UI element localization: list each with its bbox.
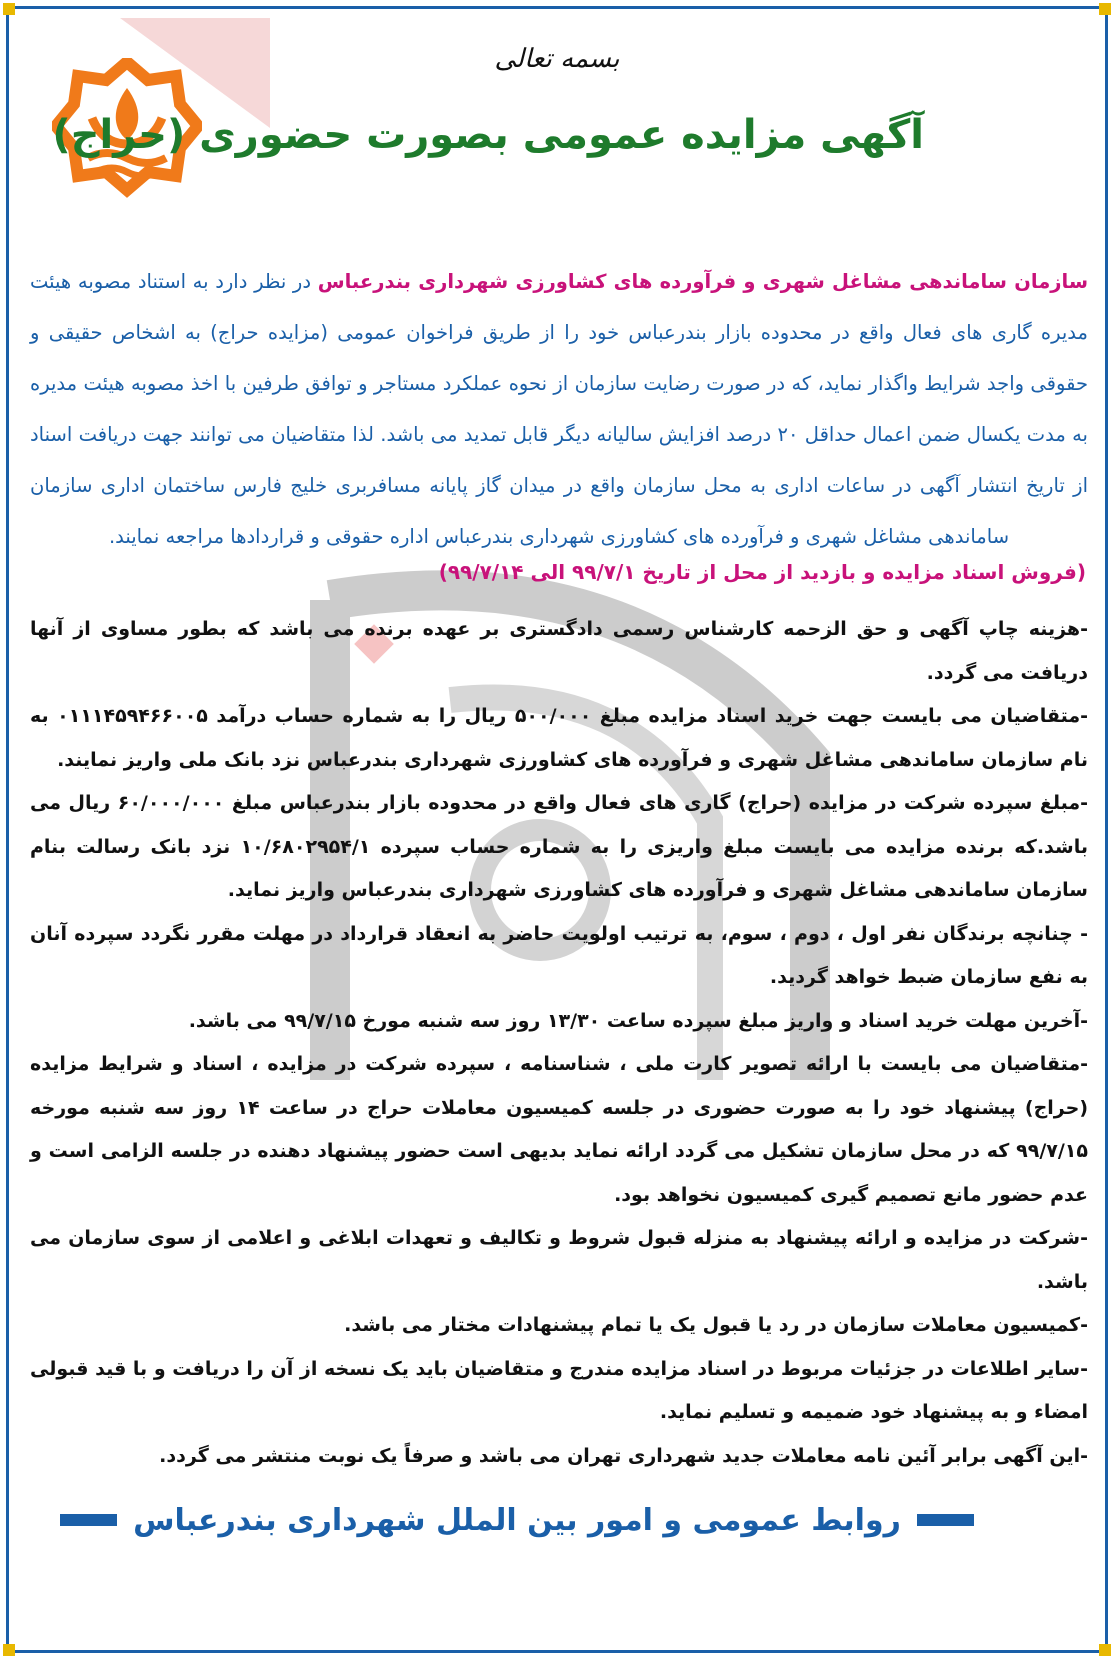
clause-item: -هزینه چاپ آگهی و حق الزحمه کارشناس رسمی دادگستری بر عهده برنده می باشد که بطور مساوی از آنها دریافت می گردد. [30,618,1088,684]
corner-mark [3,3,15,15]
footer-rule [60,1514,117,1526]
sales-date-heading: (فروش اسناد مزایده و بازدید از محل از تاریخ ۹۹/۷/۱ الی ۹۹/۷/۱۴) [438,560,1086,584]
clause-item: -متقاضیان می بایست جهت خرید اسناد مزایده مبلغ ۵۰۰/۰۰۰ ریال را به شماره حساب درآمد ۰۱۱۱۴۵۹۴۶۶۰۰۵ به نام سازمان ساماندهی مشاغل شهری و فرآورده های کشاورزی شهرداری بندرعباس نزد بانک ملی واریز نمایند. [30,705,1089,771]
footer-rule [917,1514,974,1526]
organization-name: سازمان ساماندهی مشاغل شهری و فرآورده های کشاورزی شهرداری بندرعباس [317,270,1089,293]
footer-signature-block [60,1500,974,1540]
corner-mark [1099,1644,1111,1656]
intro-text: در نظر دارد به استناد مصوبه هیئت مدیره گاری های فعال واقع در محدوده بازار بندرعباس خود را از طریق فراخوان عمومی (مزایده حراج) به اشخاص حقیقی و حقوقی واجد شرایط واگذار نماید، که در صورت رضایت سازمان از نحوه عملکرد مستاجر و توافق طرفین با اخذ مصوبه هیئت مدیره به مدت یکسال ضمن اعمال حداقل ۲۰ درصد افزایش سالیانه دیگر قابل تمدید می باشد. لذا متقاضیان می توانند جهت دریافت اسناد از تاریخ انتشار آگهی در ساعات اداری به محل سازمان واقع در میدان گاز پایانه مسافربری خلیج فارس ساختمان اداری سازمان ساماندهی مشاغل شهری و فرآورده های کشاورزی شهرداری بندرعباس اداره حقوقی و قراردادها مراجعه نمایند. [30,270,1088,548]
clauses-list [30,608,1088,1478]
clause-item: -این آگهی برابر آئین نامه معاملات جدید شهرداری تهران می باشد و صرفاً یک نوبت منتشر می گردد. [159,1444,1088,1467]
clause-item: -سایر اطلاعات در جزئیات مربوط در اسناد مزایده مندرج و متقاضیان باید یک نسخه از آن را دریافت و با قید قبولی امضاء و به پیشنهاد خود ضمیمه و تسلیم نماید. [30,1357,1088,1423]
corner-mark [3,1644,15,1656]
footer-signature: روابط عمومی و امور بین الملل شهرداری بندرعباس [133,1502,901,1538]
besmellah: بسمه تعالی [494,44,620,74]
clause-item: -آخرین مهلت خرید اسناد و واریز مبلغ سپرده ساعت ۱۳/۳۰ روز سه شنبه مورخ ۹۹/۷/۱۵ می باشد. [188,1009,1088,1032]
clause-item: -شرکت در مزایده و ارائه پیشنهاد به منزله قبول شروط و تکالیف و تعهدات ابلاغی و اعلامی از سوی سازمان می باشد. [30,1227,1088,1293]
clause-item: -مبلغ سپرده شرکت در مزایده (حراج) گاری های فعال واقع در محدوده بازار بندرعباس مبلغ ۶۰/۰۰۰/۰۰۰ ریال می باشد.که برنده مزایده می بایست مبلغ واریزی را به شماره حساب سپرده ۱۰/۶۸۰۲۹۵۴/۱ نزد بانک رسالت بنام سازمان ساماندهی مشاغل شهری و فرآورده های کشاورزی شهرداری بندرعباس واریز نماید. [30,792,1088,901]
page-title: آگهی مزایده عمومی بصورت حضوری (حراج) [52,112,924,158]
clause-item: -کمیسیون معاملات سازمان در رد یا قبول یک یا تمام پیشنهادات مختار می باشد. [344,1314,1088,1336]
clause-item: -متقاضیان می بایست با ارائه تصویر کارت ملی ، شناسنامه ، سپرده شرکت در مزایده ، اسناد و شرایط مزایده (حراج) پیشنهاد خود را به صورت حضوری در جلسه کمیسیون معاملات حراج در ساعت ۱۴ روز سه شنبه مورخه ۹۹/۷/۱۵ که در محل سازمان تشکیل می گردد ارائه نماید بدیهی است حضور پیشنهاد دهنده در جلسه الزامی است و عدم حضور مانع تصمیم گیری کمیسیون نخواهد بود. [30,1053,1089,1206]
intro-paragraph [30,256,1088,562]
corner-mark [1099,3,1111,15]
clause-item: - چنانچه برندگان نفر اول ، دوم ، سوم، به ترتیب اولویت حاضر به انعقاد قرارداد در مهلت مقرر نگردد سپرده آنان به نفع سازمان ضبط خواهد گردید. [30,922,1088,988]
